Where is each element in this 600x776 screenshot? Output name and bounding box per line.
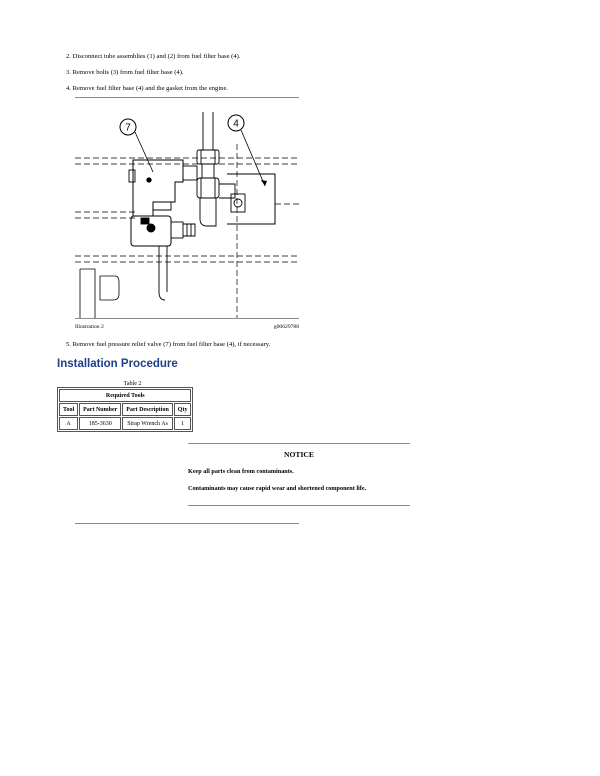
column-header-part-number: Part Number [79, 403, 121, 416]
table-title: Required Tools [59, 389, 191, 402]
figure-top-rule [75, 97, 299, 98]
section-title: Installation Procedure [57, 358, 178, 370]
fuel-filter-base-illustration [75, 104, 299, 318]
column-header-part-description: Part Description [122, 403, 173, 416]
table-caption: Table 2 [123, 381, 142, 387]
bottom-rule [75, 523, 299, 524]
column-header-tool: Tool [59, 403, 78, 416]
step-5: 5. Remove fuel pressure relief valve (7) from fuel filter base (4), if necessary. [66, 341, 271, 348]
column-header-qty: Qty [174, 403, 192, 416]
notice-top-rule [188, 443, 410, 444]
notice-line-2: Contaminants may cause rapid wear and shortened component life. [188, 485, 367, 492]
cell-part-number: 185-3630 [79, 417, 121, 430]
table-title-row [59, 389, 191, 402]
figure-bottom-rule [75, 318, 299, 319]
step-4: 4. Remove fuel filter base (4) and the gasket from the engine. [66, 85, 229, 92]
cell-part-description: Strap Wrench As [122, 417, 173, 430]
step-3: 3. Remove bolts (3) from fuel filter base (4). [66, 69, 184, 76]
notice-title: NOTICE [284, 450, 314, 459]
table-row [59, 417, 191, 430]
cell-tool: A [59, 417, 78, 430]
required-tools-table [57, 387, 193, 432]
notice-bottom-rule [188, 505, 410, 506]
callout-4-label: 4 [233, 118, 239, 130]
cell-qty: 1 [174, 417, 192, 430]
notice-line-1: Keep all parts clean from contaminants. [188, 468, 294, 475]
illustration-id: g00629788 [273, 324, 299, 330]
illustration-caption: Illustration 2 [75, 324, 104, 330]
table-header-row [59, 403, 191, 416]
step-2: 2. Disconnect tube assemblies (1) and (2) from fuel filter base (4). [66, 53, 241, 60]
callout-7-label: 7 [125, 122, 131, 134]
